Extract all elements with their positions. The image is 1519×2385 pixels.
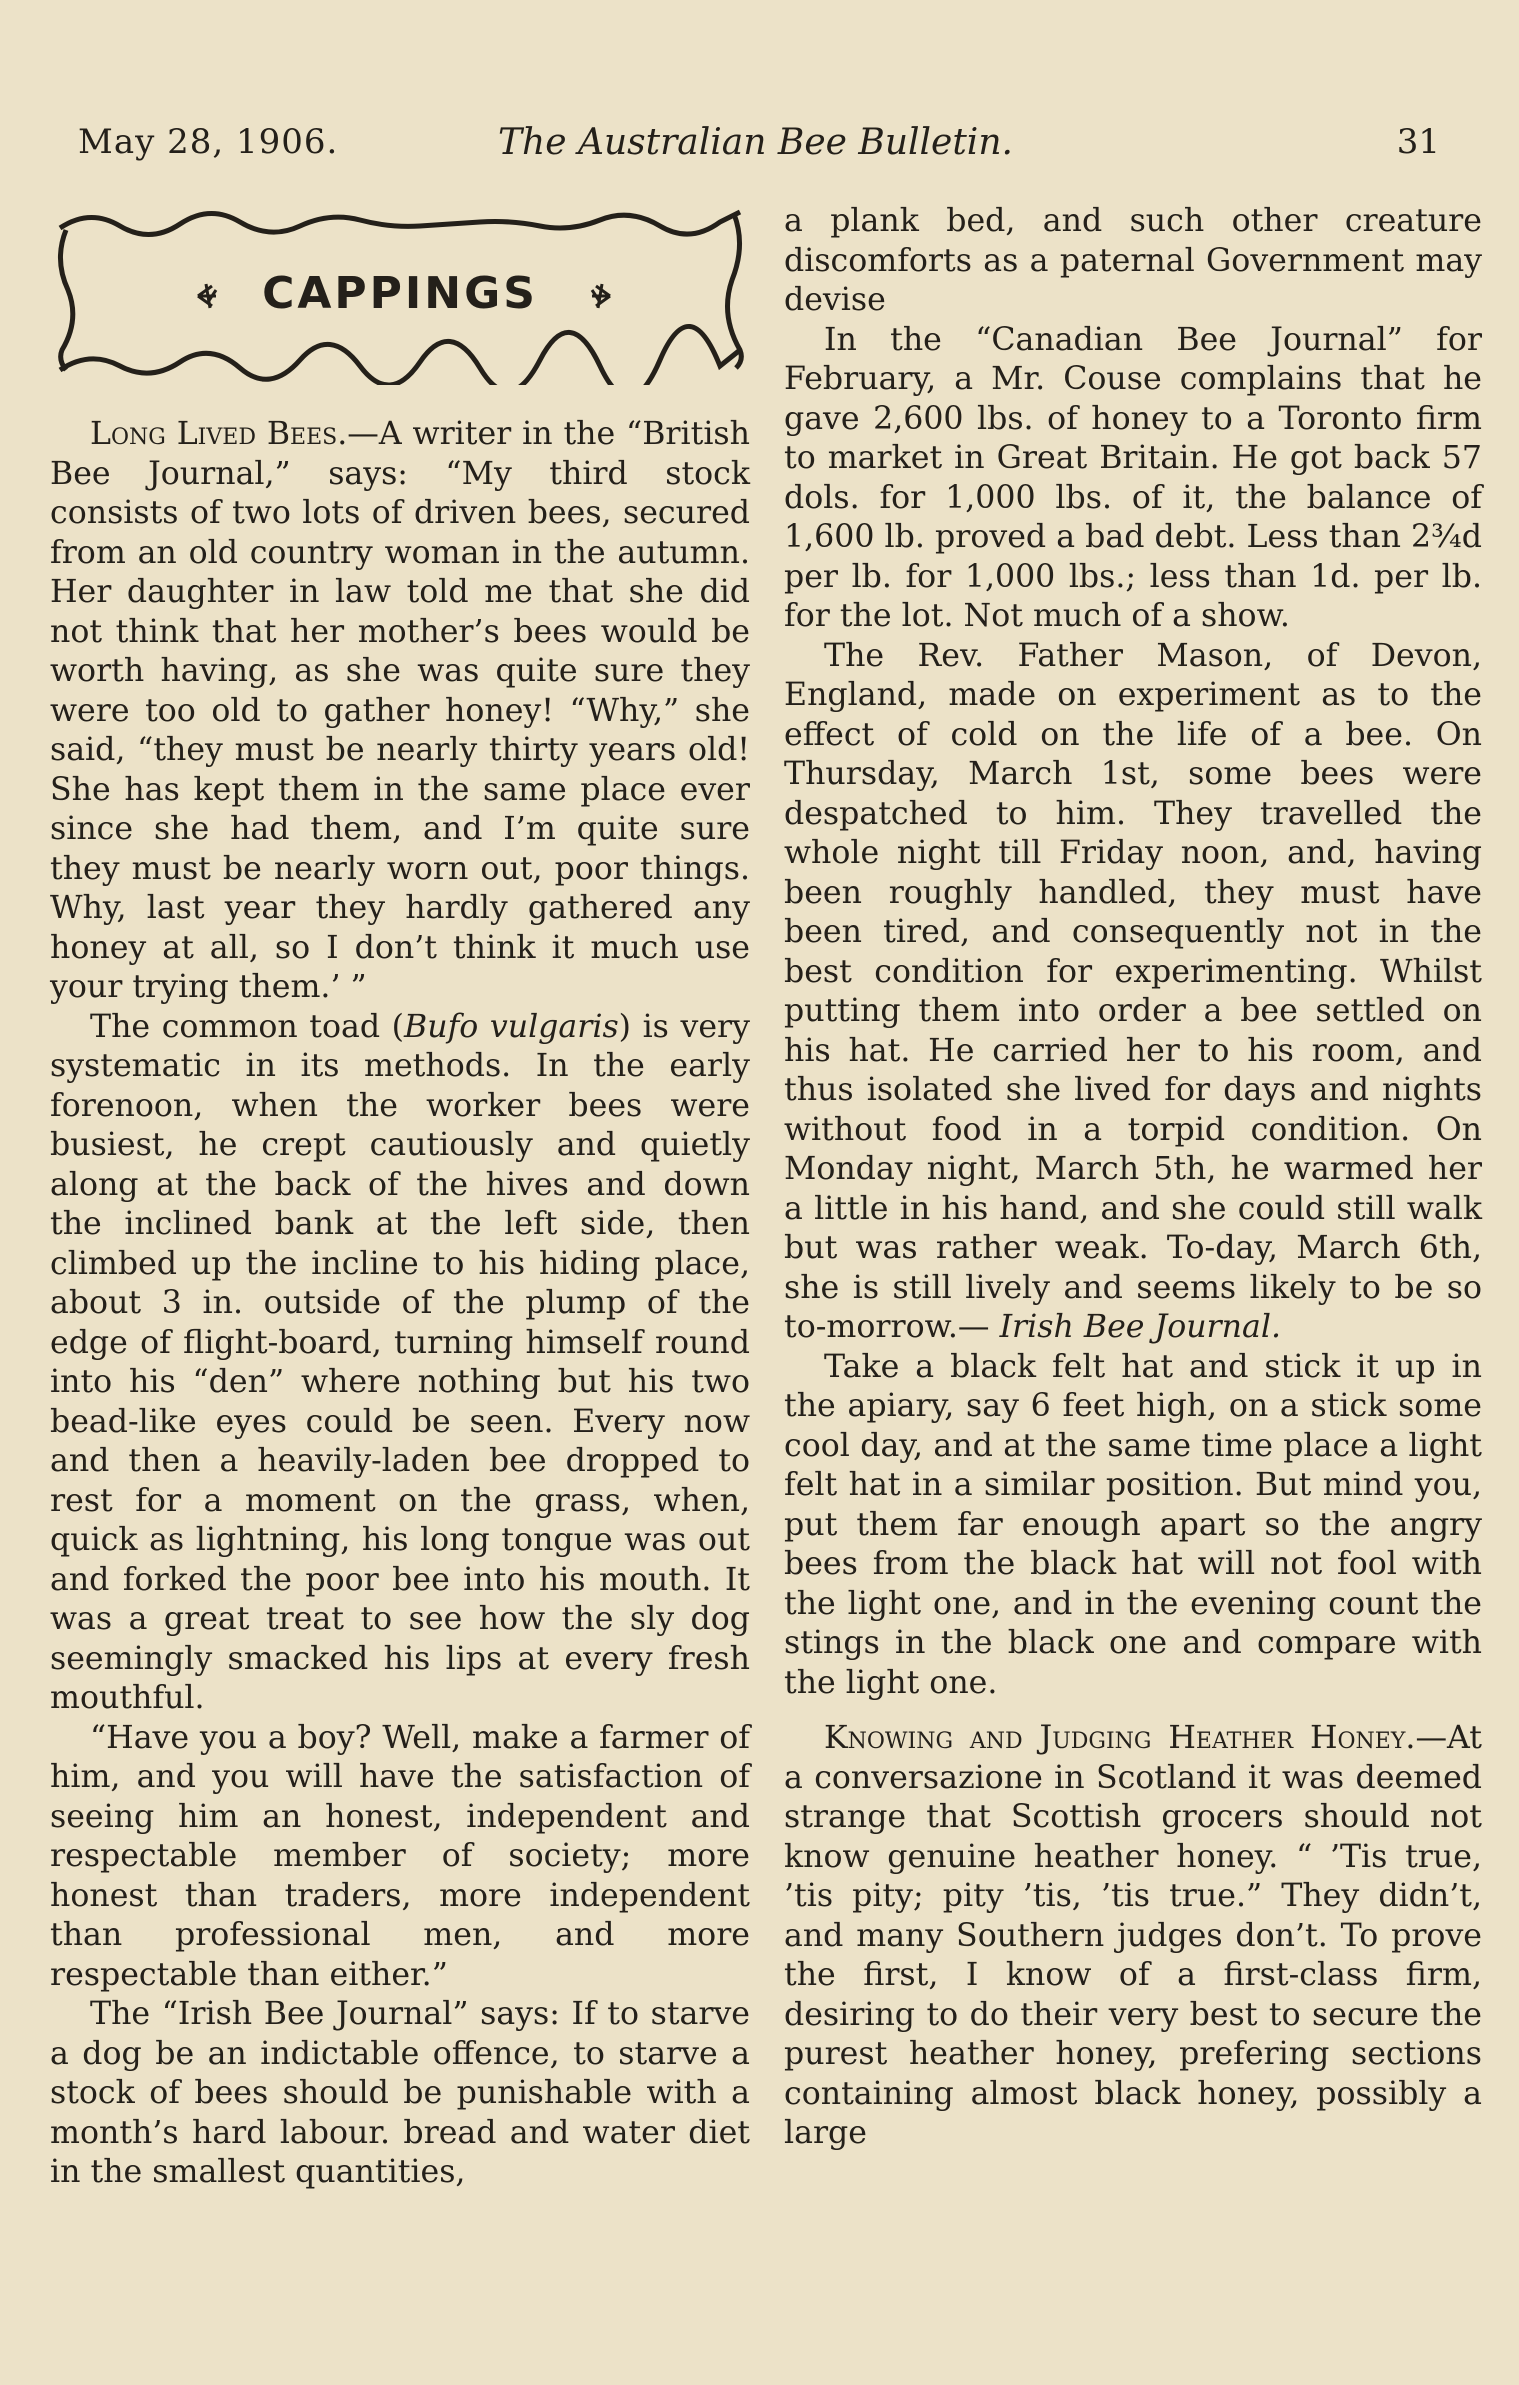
article-body: —At a conversazione in Scotland it was deemed strange that Scottish grocers should not know genuine heather honey. “ ’Tis true, ’tis pity; pity ’tis, ’tis true.” They didn’t, and many Southern judges don’t. To prove the first, I know of a first-class firm, desiring to do their very best to secure the purest heather honey, prefering sections containing almost black honey, possibly a large [784, 1720, 1482, 2151]
article-heading: Long Lived Bees. [90, 416, 348, 452]
article-body: The Rev. Father Mason, of Devon, England, made on experiment as to the effect of cold on the life of a bee. On Thursday, March 1st, some bees were despatched to him. They travelled the whole night till Friday noon, and, having been roughly handled, they must have been tired, and consequently not in the best condition for experimenting. Whilst putting them into order a bee settled on his hat. He carried her to his room, and thus isolated she lived for days and nights without food in a torpid condition. On Monday night, March 5th, he warmed her a little in his hand, and she could still walk but was rather weak. To-day, March 6th, she is still lively and seems likely to be so to-morrow.— [784, 637, 1482, 1345]
page-number: 31 [1396, 122, 1440, 162]
paragraph-gap [784, 1703, 1482, 1719]
article-text: ) is very systematic in its methods. In the early forenoon, when the worker bees were busiest, he crept cautiously and quietly along at the back of the hives and down the inclined bank at the left side, then climbed up the incline to his hiding place, about 3 in. outside of the plump of the edge of flight-board, turning himself round into his “den” where nothing but his two bead-like eyes could be seen. Every now and then a heavily-laden bee dropped to rest for a moment on the grass, when, quick as lightning, his long tongue was out and forked the poor bee into his mouth. It was a great treat to see how the sly dog seemingly smacked his lips at every fresh mouthful. [50, 1008, 750, 1716]
article-heather-honey [784, 1719, 1482, 2154]
article-long-lived-bees [50, 415, 750, 1008]
article-canadian-bee-journal: In the “Canadian Bee Journal” for February, a Mr. Couse complains that he gave 2,600 lbs. of honey to a Toronto firm to market in Great Britain. He got back 57 dols. for 1,000 lbs. of it, the balance of 1,600 lb. proved a bad debt. Less than 2¾d per lb. for 1,000 lbs.; less than 1d. per lb. for the lot. Not much of a show. [784, 321, 1482, 634]
section-title: CAPPINGS [262, 268, 538, 319]
article-text: The common toad ( [90, 1008, 404, 1045]
article-continuation: a plank bed, and such other creature discomforts as a paternal Government may devise [784, 203, 1482, 318]
latin-name: Bufo vulgaris [404, 1008, 619, 1045]
article-heading: Knowing and Judging Heather Honey. [824, 1720, 1416, 1756]
article-felt-hat: Take a black felt hat and stick it up in the apiary, say 6 feet high, on a stick some cool day, and at the same time place a light felt hat in a similar position. But mind you, put them far enough apart so the angry bees from the black hat will not fool with the light one, and in the evening count the stings in the black one and compare with the light one. [784, 1348, 1482, 1701]
page-header [78, 122, 1440, 172]
article-common-toad [50, 1008, 750, 1719]
header-title: The Australian Bee Bulletin. [498, 122, 1013, 163]
article-have-a-boy: “Have you a boy? Well, make a farmer of him, and you will have the satisfaction of seeing him an honest, independent and respectable member of society; more honest than traders, more independent than professional men, and more respectable than either.” [50, 1719, 750, 1993]
article-father-mason [784, 637, 1482, 1348]
article-body: —A writer in the “British Bee Journal,” says: “My third stock consists of two lots of driven bees, secured from an old country woman in the autumn. Her daughter in law told me that she did not think that her mother’s bees would be worth having, as she was quite sure they were too old to gather honey! “Why,” she said, “they must be nearly thirty years old! She has kept them in the same place ever since she had them, and I’m quite sure they must be nearly worn out, poor things. Why, last year they hardly gathered any honey at all, so I don’t think it much use your trying them.’ ” [50, 416, 750, 1005]
cappings-banner [50, 200, 750, 385]
left-column [50, 415, 750, 2193]
article-source: Irish Bee Journal. [999, 1309, 1281, 1345]
article-irish-bee-journal: The “Irish Bee Journal” says: If to starve a dog be an indictable offence, to starve a stock of bees should be punishable with a month’s hard labour. bread and water diet in the smallest quantities, [50, 1996, 750, 2190]
right-column [784, 202, 1482, 2154]
header-date: May 28, 1906. [78, 122, 339, 162]
